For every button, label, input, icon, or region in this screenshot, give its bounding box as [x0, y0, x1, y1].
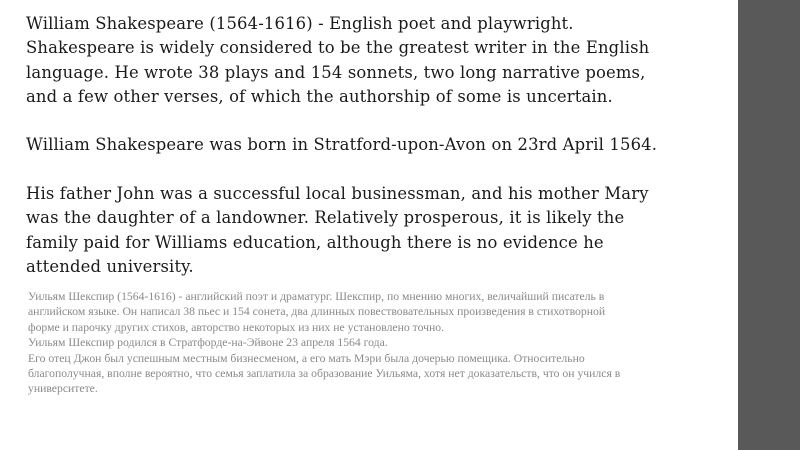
- paragraph-gap: [26, 158, 732, 182]
- english-line: was the daughter of a landowner. Relatively prosperous, it is likely the: [26, 208, 625, 228]
- russian-line: университете.: [28, 382, 98, 396]
- english-line: language. He wrote 38 plays and 154 sonnets, two long narrative poems,: [26, 62, 646, 82]
- paragraph-gap: [26, 109, 732, 133]
- russian-line: Уильям Шекспир (1564-1616) - английский поэт и драматург. Шекспир, по мнению многих, величайший писатель в: [28, 290, 605, 303]
- english-text-block: [26, 12, 732, 279]
- english-line: William Shakespeare (1564-1616) - English poet and playwright.: [26, 14, 574, 33]
- right-side-bar: [738, 0, 800, 450]
- english-line: family paid for Williams education, although there is no evidence he: [26, 232, 604, 252]
- russian-line: Уильям Шекспир родился в Стратфорде-на-Эйвоне 23 апреля 1564 года.: [28, 336, 388, 350]
- english-line: His father John was a successful local businessman, and his mother Mary: [26, 184, 649, 204]
- russian-line: благополучная, вполне вероятно, что семья заплатила за образование Уильяма, хотя нет доказательств, что он учился в: [28, 367, 621, 381]
- russian-line: английском языке. Он написал 38 пьес и 154 сонета, два длинных повествовательных произведения в стихотворной: [28, 305, 606, 319]
- russian-line: Его отец Джон был успешным местным бизнесменом, а его мать Мэри была дочерью помещика. Относительно: [28, 351, 585, 365]
- english-line: attended university.: [26, 256, 194, 276]
- english-line: William Shakespeare was born in Stratford-upon-Avon on 23rd April 1564.: [26, 135, 658, 155]
- russian-text-block: [28, 289, 732, 397]
- english-line: and a few other verses, of which the authorship of some is uncertain.: [26, 86, 613, 106]
- english-line: Shakespeare is widely considered to be the greatest writer in the English: [26, 38, 650, 58]
- russian-line: форме и парочку других стихов, авторство некоторых из них не установлено точно.: [28, 320, 445, 334]
